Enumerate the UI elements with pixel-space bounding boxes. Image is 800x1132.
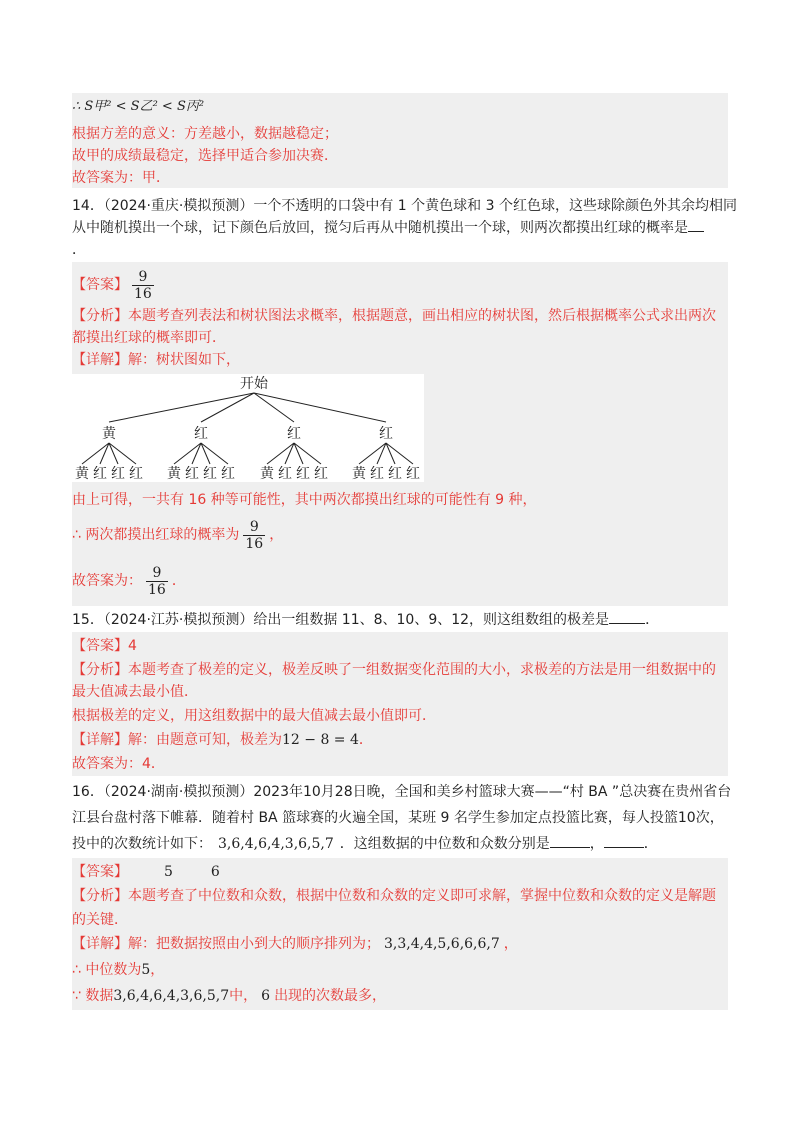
median-blank <box>550 847 590 848</box>
answer-15: 【答案】4 <box>72 638 137 654</box>
variance-conclusion: 故甲的成绩最稳定，选择甲适合参加决赛． <box>72 148 338 164</box>
tree-node-level2: 红 <box>111 466 125 482</box>
question-14-stem-line3: ． <box>72 242 86 258</box>
data-list: 3,6,4,6,4,3,6,5,7 <box>218 836 334 852</box>
question-15-end: ． <box>645 612 660 628</box>
tree-node-level2: 黄 <box>167 466 181 482</box>
answer-label: 【答案】 <box>72 277 128 293</box>
final-fraction <box>146 565 168 598</box>
tree-node-level2: 红 <box>203 466 217 482</box>
question-16-stem-line3 <box>72 834 658 854</box>
conclusion-14-line2 <box>72 518 283 552</box>
stem-sep: ， <box>589 836 604 852</box>
tree-node-level2: 红 <box>314 466 328 482</box>
tree-node-level1: 黄 <box>102 426 116 442</box>
conclusion-14-line1: 由上可得，一共有 16 种等可能性，其中两次都摸出红球的可能性有 9 种， <box>72 492 537 508</box>
detail-suffix: ， <box>503 936 518 952</box>
tree-node-level2: 黄 <box>75 466 89 482</box>
tree-node-level2: 红 <box>406 466 420 482</box>
question-16-stem-line2: 江县台盘村落下帷幕．随着村 BA 篮球赛的火遍全国，某班 9 名学生参加定点投篮比赛，每人投篮10次， <box>72 810 724 826</box>
final-answer-14 <box>72 564 186 598</box>
tree-node-level1: 红 <box>379 426 393 442</box>
tree-node-level1: 红 <box>194 426 208 442</box>
tree-node-level2: 红 <box>93 466 107 482</box>
denominator: 16 <box>148 581 166 598</box>
question-16-source: 16．（2024·湖南·模拟预测） <box>72 784 254 800</box>
question-14-stem-line2 <box>72 218 704 238</box>
median-statement <box>72 960 164 980</box>
numerator: 9 <box>146 565 168 582</box>
answer-median: 5 <box>164 864 173 880</box>
tree-node-level2: 红 <box>221 466 235 482</box>
tree-level-2-edges <box>82 443 413 464</box>
mode-mid: 中， <box>229 988 258 1004</box>
tree-level-1 <box>102 426 393 442</box>
analysis-15-line1: 【分析】本题考查了极差的定义，极差反映了一组数据变化范围的大小，求极差的方法是用一组数据中的 <box>72 662 716 678</box>
question-14-stem-text: 从中随机摸出一个球，记下颜色后放回，搅匀后再从中随机摸出一个球，则两次都摸出红球的概率是 <box>72 220 688 236</box>
conclusion-suffix: ， <box>269 527 284 543</box>
tree-edge <box>201 393 254 422</box>
tree-node-level2: 红 <box>370 466 384 482</box>
mode-prefix: ∵ 数据 <box>72 988 114 1004</box>
range-formula: 12 − 8 = 4 <box>282 732 359 748</box>
variance-inequality: ∴ S甲² < S乙² < S丙² <box>72 99 205 114</box>
stem-prefix: 投中的次数统计如下： <box>72 836 212 852</box>
mode-statement <box>72 986 386 1006</box>
median-suffix: ， <box>150 962 165 978</box>
denominator: 16 <box>245 535 264 552</box>
detail-16 <box>72 934 518 954</box>
tree-level-2 <box>75 466 420 482</box>
tree-node-level2: 红 <box>185 466 199 482</box>
answer-blank <box>688 231 704 232</box>
analysis-14-line2: 都摸出红球的概率即可． <box>72 330 226 346</box>
variance-meaning: 根据方差的意义：方差越小，数据越稳定； <box>72 126 338 142</box>
tree-node-level2: 红 <box>278 466 292 482</box>
tree-node-level2: 红 <box>296 466 310 482</box>
stem-end: ． <box>643 836 658 852</box>
tree-diagram <box>72 374 424 482</box>
detail-prefix: 【详解】解：由题意可知，极差为 <box>72 732 282 748</box>
tree-root: 开始 <box>240 376 268 392</box>
question-15-text: 15．（2024·江苏·模拟预测）给出一组数据 11、8、10、9、12，则这组数组的极差是 <box>72 612 610 628</box>
analysis-15-line2: 最大值减去最小值． <box>72 684 198 700</box>
question-16-stem-line1 <box>72 782 731 802</box>
tree-edge <box>109 393 254 422</box>
tree-node-level2: 红 <box>388 466 402 482</box>
analysis-16-line1: 【分析】本题考查了中位数和众数，根据中位数和众数的定义即可求解，掌握中位数和众数的定义是解题 <box>72 888 716 904</box>
detail-suffix: ． <box>358 732 373 748</box>
answer-blank <box>609 623 645 624</box>
answer-13: 故答案为：甲． <box>72 170 170 186</box>
sorted-data: 3,3,4,4,5,6,6,6,7 <box>384 936 500 952</box>
mode-suffix: 出现的次数最多， <box>274 988 387 1004</box>
detail-15 <box>72 730 373 750</box>
question-14-stem-line1: 14．（2024·重庆·模拟预测）一个不透明的口袋中有 1 个黄色球和 3 个红色球，这些球除颜色外其余均相同 <box>72 198 737 214</box>
solution-block-15 <box>72 632 728 776</box>
answer-16 <box>72 862 220 882</box>
answer-14 <box>72 268 158 302</box>
question-15-stem <box>72 610 659 630</box>
tree-node-level2: 黄 <box>260 466 274 482</box>
analysis-15-line3: 根据极差的定义，用这组数据中的最大值减去最小值即可． <box>72 708 436 724</box>
mode-data: 3,6,4,6,4,3,6,5,7 <box>113 988 230 1004</box>
probability-fraction <box>243 519 265 552</box>
median-value: 5 <box>141 962 151 978</box>
detail-14: 【详解】解：树状图如下， <box>72 352 240 368</box>
answer-label: 【答案】 <box>72 864 128 880</box>
final-suffix: ． <box>171 573 186 589</box>
final-answer-15: 故答案为：4． <box>72 756 165 772</box>
final-prefix: 故答案为： <box>72 573 142 589</box>
mode-blank <box>604 847 644 848</box>
answer-mode: 6 <box>210 864 220 880</box>
answer-fraction <box>132 269 154 302</box>
mode-value: 6 <box>261 988 271 1004</box>
analysis-14-line1: 【分析】本题考查列表法和树状图法求概率，根据题意，画出相应的树状图，然后根据概率公式求出两次 <box>72 308 716 324</box>
tree-node-level2: 红 <box>129 466 143 482</box>
median-prefix: ∴ 中位数为 <box>72 962 142 978</box>
denominator: 16 <box>134 285 152 302</box>
detail-prefix: 【详解】解：把数据按照由小到大的顺序排列为； <box>72 936 380 952</box>
numerator: 9 <box>243 519 265 536</box>
numerator: 9 <box>132 269 154 286</box>
analysis-16-line2: 的关键． <box>72 912 128 928</box>
stem-suffix: ．这组数据的中位数和众数分别是 <box>339 836 550 852</box>
tree-node-level2: 黄 <box>352 466 366 482</box>
tree-node-level1: 红 <box>287 426 301 442</box>
question-16-text: 2023年10月28日晚，全国和美乡村篮球大赛——“村 BA ”总决赛在贵州省台 <box>253 784 732 800</box>
conclusion-prefix: ∴ 两次都摸出红球的概率为 <box>72 527 240 543</box>
